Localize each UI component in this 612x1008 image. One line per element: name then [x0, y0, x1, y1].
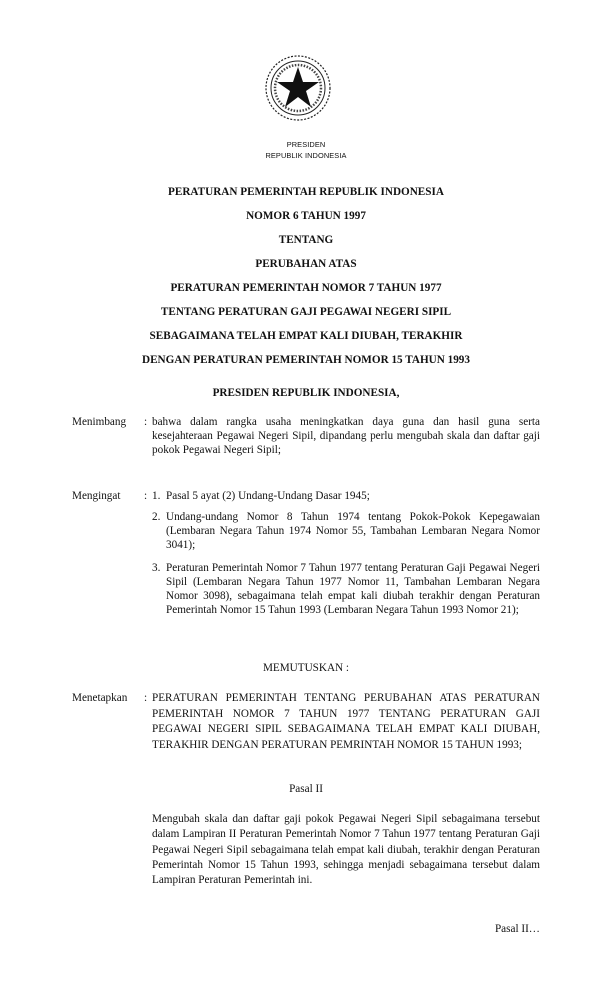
menetapkan-colon: :: [144, 692, 148, 704]
mengingat-item: Undang-undang Nomor 8 Tahun 1974 tentang Pokok-Pokok Kepegawaian (Lembaran Negara Tahun 1974 Nomor 55, Tambahan Lembaran Negara Nomor 3041);: [166, 511, 540, 551]
title-line: NOMOR 6 TAHUN 1997: [246, 210, 366, 222]
page-continuation: Pasal II…: [494, 923, 540, 935]
menetapkan-label: Menetapkan: [72, 692, 128, 704]
menimbang-colon: :: [144, 416, 148, 428]
menimbang-text: bahwa dalam rangka usaha meningkatkan daya guna dan hasil guna serta kesejahteraan Pegawai Negeri Sipil, dipandang perlu mengubah skala dan daftar gaji pokok Pegawai Negeri Sipil;: [152, 416, 540, 456]
mengingat-item: Peraturan Pemerintah Nomor 7 Tahun 1977 tentang Peraturan Gaji Pegawai Negeri Sipil (Lembaran Negara Tahun 1977 Nomor 11, Tambahan Lembaran Negara Nomor 3098), sebagaimana telah empat kali diubah terakhir dengan Peraturan Pemerintah Nomor 15 Tahun 1993 (Lembaran Negara Tahun 1993 Nomor 21);: [166, 562, 540, 616]
title-line: TENTANG PERATURAN GAJI PEGAWAI NEGERI SIPIL: [160, 306, 452, 318]
mengingat-item: Pasal 5 ayat (2) Undang-Undang Dasar 1945;: [166, 490, 370, 502]
menimbang-label: Menimbang: [72, 416, 127, 428]
president-heading: PRESIDEN REPUBLIK INDONESIA,: [212, 387, 400, 399]
memutuskan-heading: MEMUTUSKAN :: [262, 662, 350, 674]
mengingat-label: Mengingat: [72, 490, 121, 502]
title-line: PERATURAN PEMERINTAH NOMOR 7 TAHUN 1977: [170, 282, 442, 294]
item-number: 2.: [152, 511, 161, 523]
title-line: SEBAGAIMANA TELAH EMPAT KALI DIUBAH, TERAKHIR: [149, 330, 463, 342]
mengingat-colon: :: [144, 490, 148, 502]
title-line: PERUBAHAN ATAS: [255, 258, 357, 270]
title-line: DENGAN PERATURAN PEMERINTAH NOMOR 15 TAHUN 1993: [142, 354, 470, 366]
item-number: 1.: [152, 490, 161, 502]
title-line: TENTANG: [278, 234, 334, 246]
presidential-seal-icon: [264, 54, 332, 122]
title-line: PERATURAN PEMERINTAH REPUBLIK INDONESIA: [168, 186, 444, 198]
pasal-heading: Pasal II: [289, 783, 323, 795]
menetapkan-text: PERATURAN PEMERINTAH TENTANG PERUBAHAN ATAS PERATURAN PEMERINTAH NOMOR 7 TAHUN 1977 TENTANG PERATURAN GAJI PEGAWAI NEGERI SIPIL SEBAGAIMANA TELAH EMPAT KALI DIUBAH, TERAKHIR DENGAN PERATURAN PEMRINTAH NOMOR 15 TAHUN 1993;: [152, 692, 540, 751]
header-line-1: PRESIDEN: [286, 140, 326, 149]
header-line-2: REPUBLIK INDONESIA: [265, 151, 347, 160]
item-number: 3.: [152, 562, 161, 574]
pasal-text: Mengubah skala dan daftar gaji pokok Pegawai Negeri Sipil sebagaimana tersebut dalam Lampiran II Peraturan Pemerintah Nomor 7 Tahun 1977 tentang Peraturan Gaji Pegawai Negeri Sipil sebagaimana telah empat kali diubah, terakhir dengan Peraturan Pemerintah Nomor 15 Tahun 1993, sehingga menjadi sebagaimana tersebut dalam Lampiran Peraturan Pemerintah ini.: [152, 813, 540, 887]
